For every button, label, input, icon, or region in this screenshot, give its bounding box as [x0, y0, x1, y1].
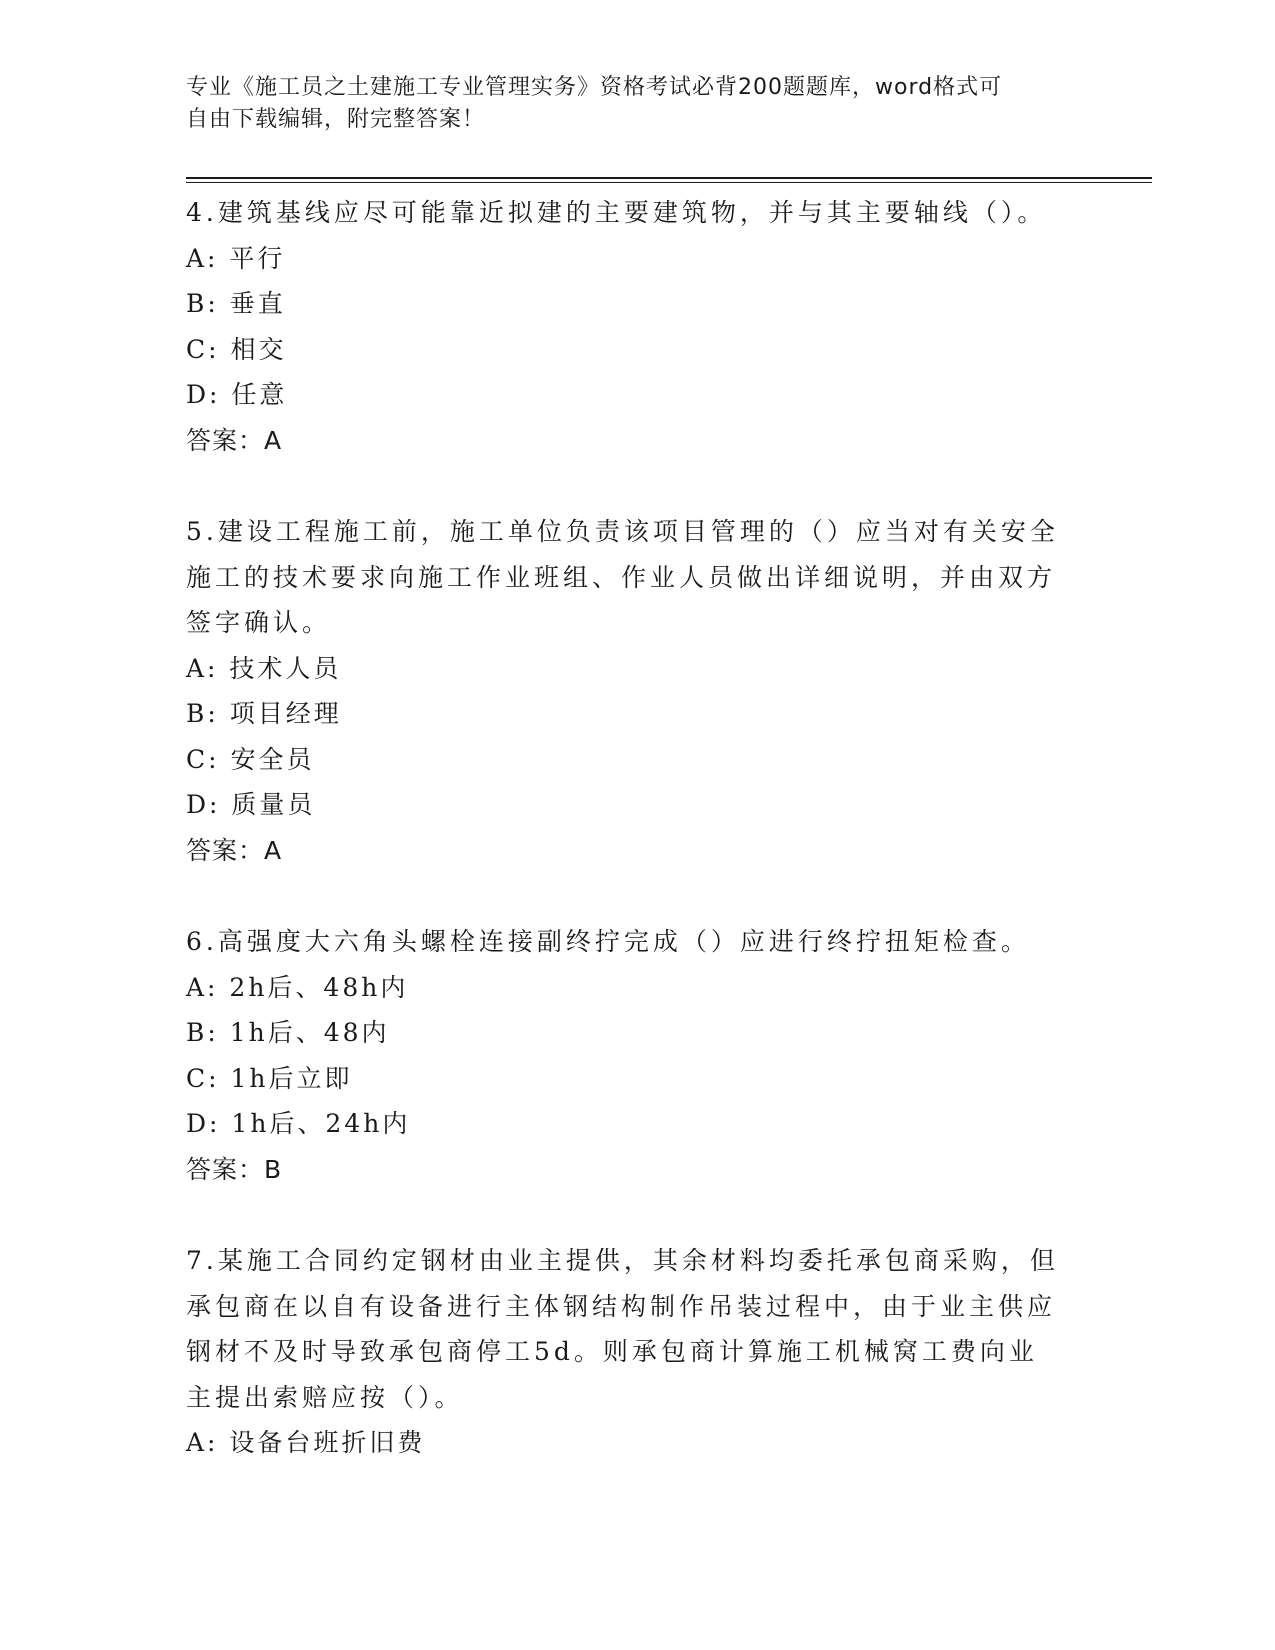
option-a: A: 技术人员 — [186, 653, 342, 683]
answer-label: 答案：A — [186, 835, 283, 865]
question-list — [186, 190, 1066, 1512]
answer-label: 答案：B — [186, 1154, 283, 1184]
question-stem: 6.高强度大六角头螺栓连接副终拧完成（）应进行终拧扭矩检查。 — [186, 927, 1030, 956]
question-6 — [186, 919, 1066, 1192]
option-a: A: 设备台班折旧费 — [186, 1428, 426, 1457]
option-a: A: 平行 — [186, 243, 286, 273]
option-b: B: 1h后、48内 — [186, 1018, 390, 1047]
option-a: A: 2h后、48h内 — [186, 972, 409, 1002]
header-divider-thick — [186, 177, 1152, 179]
option-d: D: 1h后、24h内 — [186, 1109, 411, 1138]
question-5 — [186, 509, 1066, 873]
question-stem: 7.某施工合同约定钢材由业主提供，其余材料均委托承包商采购，但承包商在以自有设备进行主体钢结构制作吊装过程中，由于业主供应钢材不及时导致承包商停工5d。则承包商计算施工机械窝工费向业主提出索赔应按（）。 — [186, 1246, 1059, 1412]
question-stem: 4.建筑基线应尽可能靠近拟建的主要建筑物，并与其主要轴线（）。 — [186, 198, 1047, 227]
option-c: C: 相交 — [186, 334, 287, 364]
question-4 — [186, 190, 1066, 463]
answer-label: 答案：A — [186, 425, 283, 455]
option-c: C: 安全员 — [186, 744, 315, 774]
option-c: C: 1h后立即 — [186, 1063, 353, 1093]
option-b: B: 项目经理 — [186, 699, 342, 728]
header-line-2: 自由下载编辑，附完整答案！ — [186, 107, 486, 132]
header-line-1: 专业《施工员之土建施工专业管理实务》资格考试必背200题题库，word格式可 — [186, 75, 1003, 100]
option-d: D: 任意 — [186, 380, 288, 409]
question-7 — [186, 1238, 1066, 1466]
option-b: B: 垂直 — [186, 289, 286, 318]
document-header — [186, 72, 1066, 136]
question-stem: 5.建设工程施工前，施工单位负责该项目管理的（）应当对有关安全施工的技术要求向施工作业班组、作业人员做出详细说明，并由双方签字确认。 — [186, 517, 1059, 637]
option-d: D: 质量员 — [186, 790, 316, 819]
header-divider-thin — [186, 182, 1152, 183]
